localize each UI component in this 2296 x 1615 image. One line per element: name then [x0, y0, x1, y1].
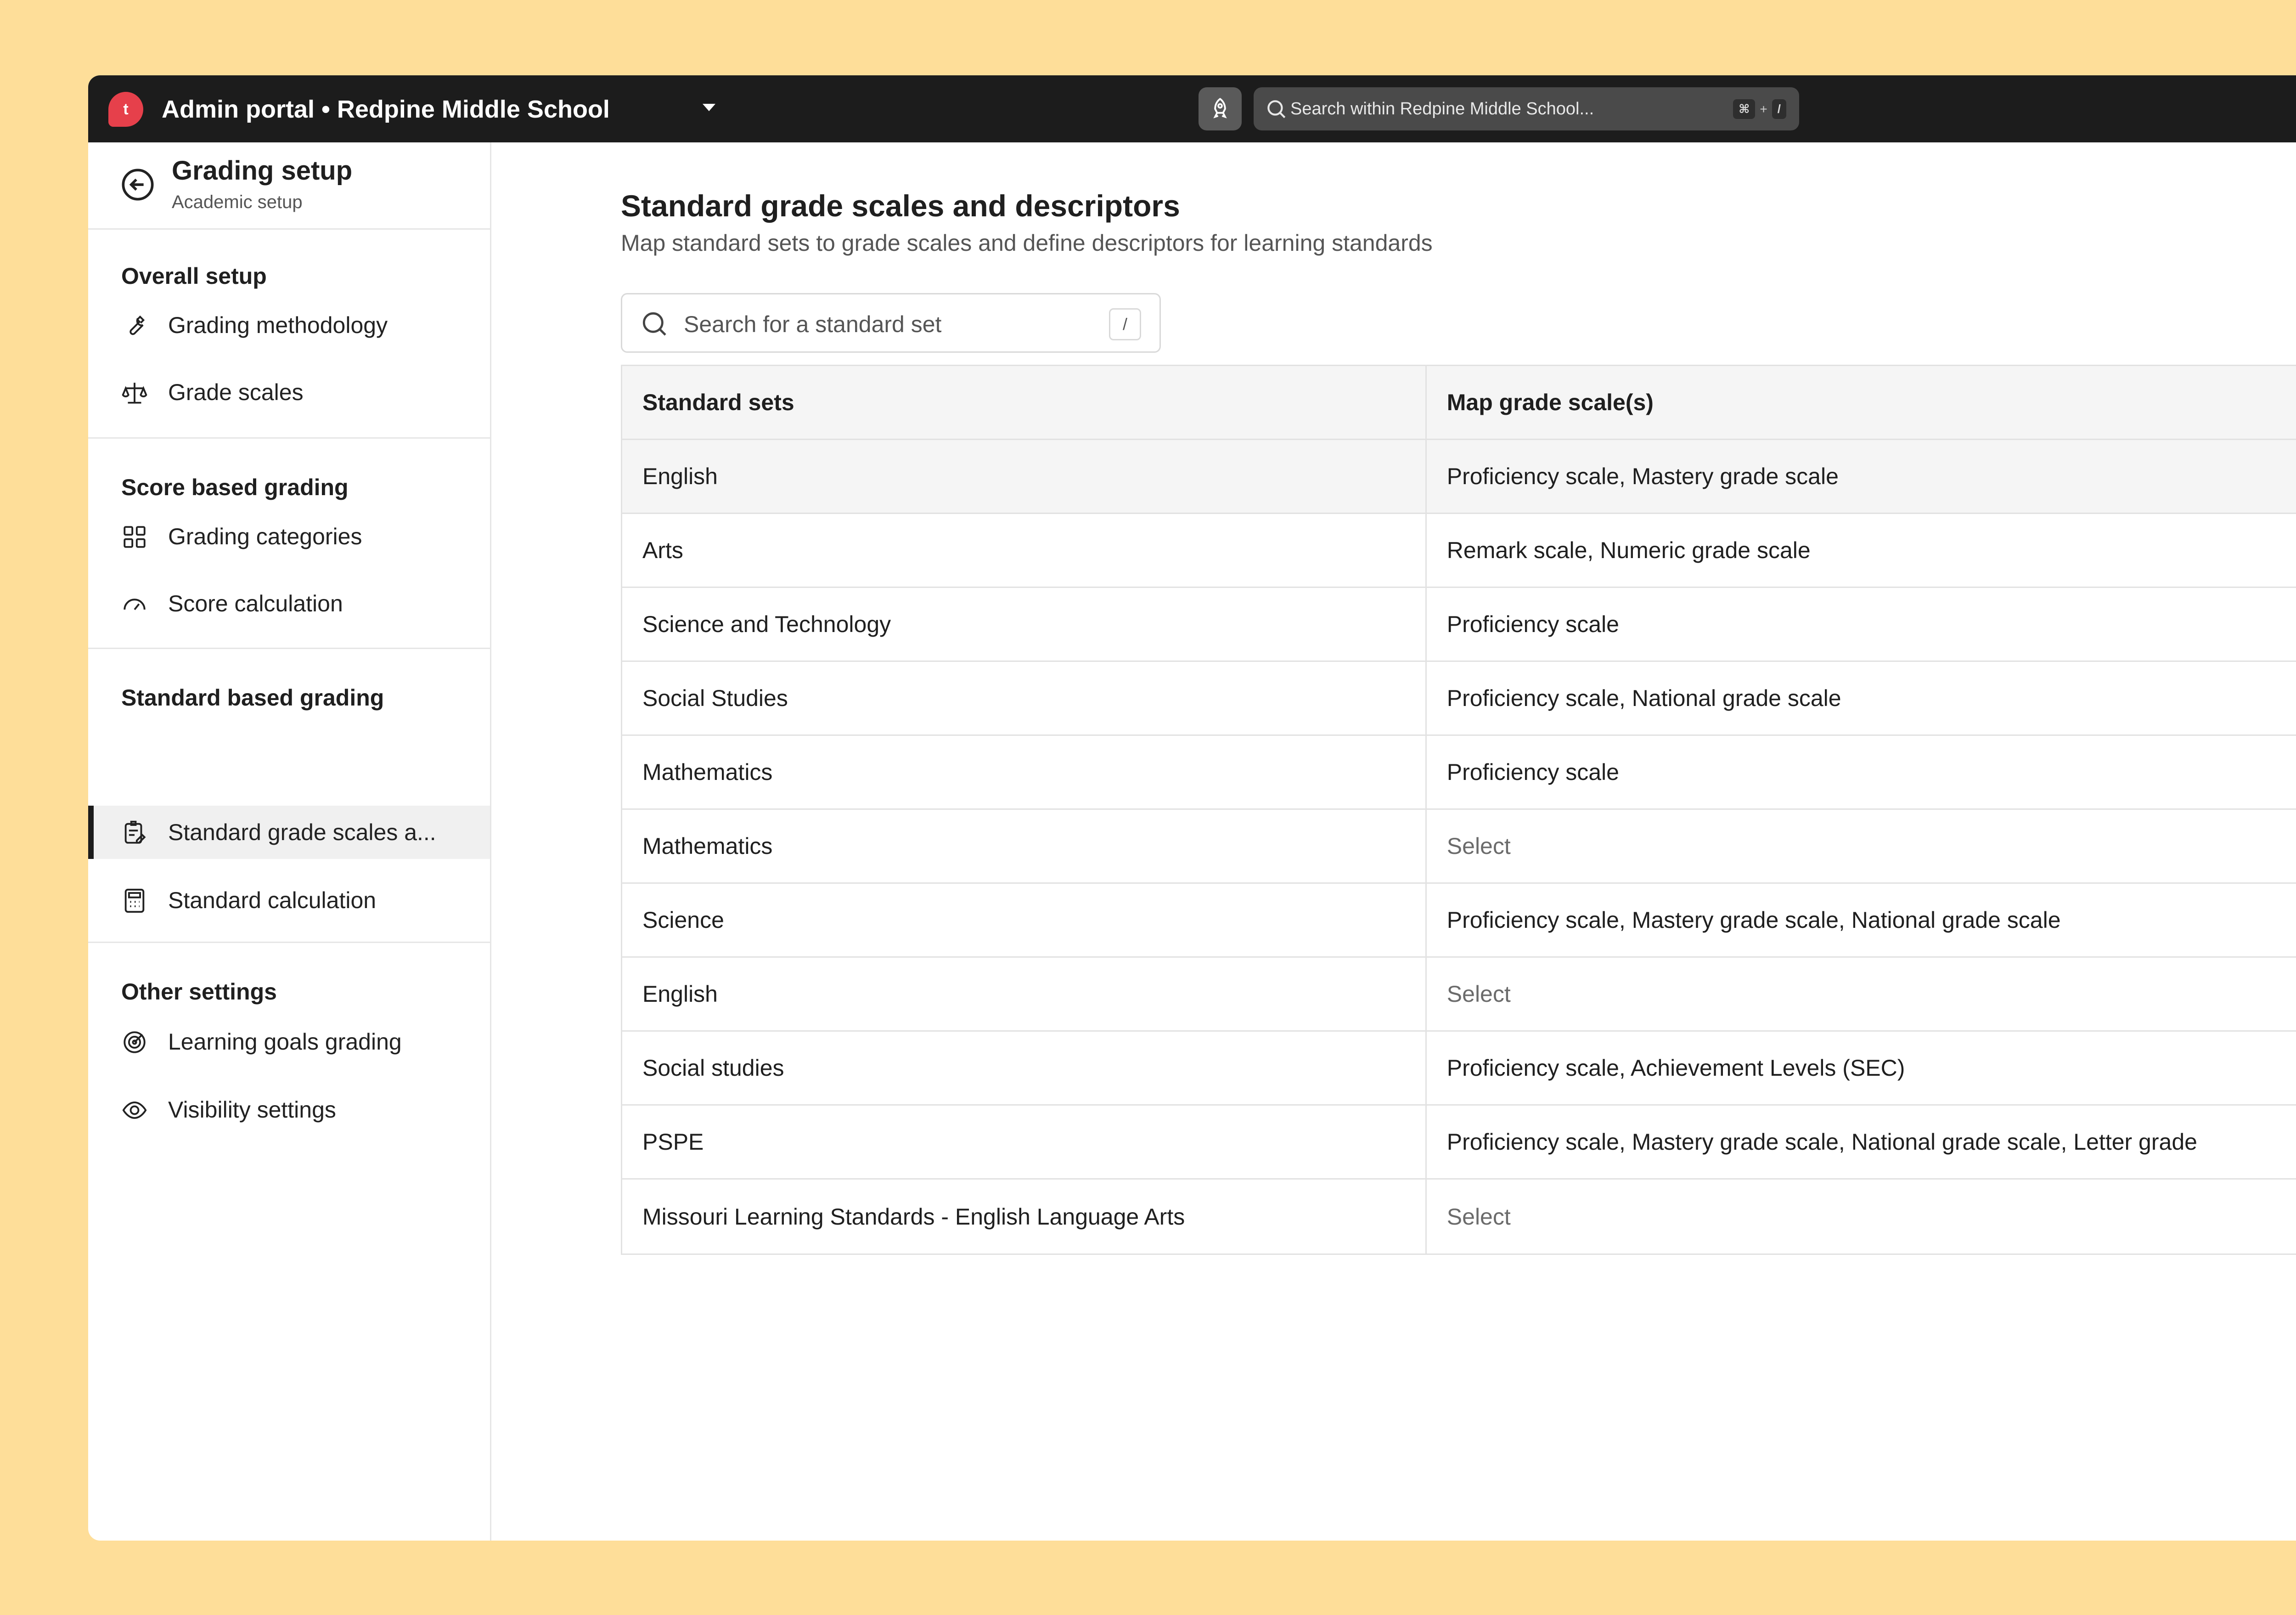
- section-title-standard-based-grading: Standard based grading: [121, 685, 384, 711]
- shortcut-plus: +: [1760, 102, 1767, 116]
- sidebar-divider: [88, 437, 490, 439]
- sidebar-item-label: Standard calculation: [168, 887, 377, 913]
- cell-standard-set: Mathematics: [622, 736, 1427, 808]
- table-row[interactable]: [622, 514, 2296, 588]
- sidebar-title: Grading setup: [172, 156, 353, 186]
- cell-standard-set: Social Studies: [622, 662, 1427, 734]
- cell-grade-scales[interactable]: [1427, 514, 2296, 587]
- table-row[interactable]: [622, 440, 2296, 514]
- sidebar-item-label: Grading methodology: [168, 312, 388, 338]
- sidebar-item-grade-scales[interactable]: [88, 366, 490, 419]
- sidebar-item-grading-methodology[interactable]: [88, 299, 490, 352]
- section-title-overall-setup: Overall setup: [121, 263, 267, 289]
- cell-standard-set: English: [622, 958, 1427, 1030]
- gauge-icon: [121, 591, 148, 617]
- sidebar-item-learning-goals-grading[interactable]: [88, 1015, 490, 1068]
- grade-scales-text: Proficiency scale: [1446, 759, 1619, 785]
- search-icon: [640, 309, 669, 339]
- shortcut-key-slash: /: [1772, 99, 1786, 119]
- grade-scales-text: Proficiency scale, Mastery grade scale: [1446, 463, 1839, 489]
- grade-scale-select[interactable]: [1427, 810, 2296, 882]
- sidebar-item-visibility-settings[interactable]: [88, 1083, 490, 1136]
- grade-scale-select[interactable]: [1427, 1180, 2296, 1254]
- standard-sets-table: [621, 365, 2296, 1255]
- cell-standard-set: Missouri Learning Standards - English Language Arts: [622, 1180, 1427, 1254]
- sidebar-divider: [88, 942, 490, 943]
- cell-standard-set: PSPE: [622, 1106, 1427, 1178]
- cell-standard-set: Social studies: [622, 1032, 1427, 1104]
- cell-standard-set: English: [622, 440, 1427, 513]
- sidebar-item-label: Visibility settings: [168, 1097, 336, 1123]
- sidebar-item-label: Standard grade scales a...: [168, 819, 436, 845]
- clipboard-edit-icon: [121, 819, 148, 846]
- rocket-button[interactable]: [1199, 87, 1242, 130]
- portal-switch-caret-icon[interactable]: [703, 104, 715, 111]
- page-title: Standard grade scales and descriptors: [621, 189, 1180, 223]
- cell-grade-scales[interactable]: [1427, 1032, 2296, 1104]
- search-icon: [1265, 97, 1288, 120]
- cell-grade-scales[interactable]: [1427, 1106, 2296, 1178]
- app-logo[interactable]: t: [108, 92, 143, 127]
- grade-scales-text: Select: [1446, 1203, 1511, 1230]
- sidebar-header: [88, 142, 490, 230]
- grade-scales-text: Proficiency scale, Mastery grade scale, National grade scale: [1446, 907, 2061, 933]
- cell-grade-scales[interactable]: [1427, 662, 2296, 734]
- rocket-icon: [1208, 97, 1232, 121]
- sidebar-subtitle: Academic setup: [172, 192, 303, 212]
- page-subtitle: Map standard sets to grade scales and define descriptors for learning standards: [621, 230, 1433, 256]
- sidebar-item-label: Grade scales: [168, 379, 304, 405]
- search-shortcut: [1733, 99, 1786, 119]
- standard-set-search-input[interactable]: [621, 293, 1161, 353]
- calculator-icon: [121, 887, 148, 914]
- shortcut-key-cmd: ⌘: [1733, 99, 1755, 119]
- eye-icon: [121, 1097, 148, 1124]
- cell-grade-scales[interactable]: [1427, 884, 2296, 956]
- main-content: [491, 142, 2296, 1541]
- global-search-bar[interactable]: [1254, 87, 1799, 130]
- table-row[interactable]: [622, 958, 2296, 1032]
- search-shortcut-key: /: [1109, 308, 1141, 340]
- column-header-map-grade-scales: Map grade scale(s): [1427, 366, 2296, 439]
- target-icon: [121, 1029, 148, 1056]
- back-arrow-icon[interactable]: [120, 167, 155, 202]
- sidebar-item-label: Score calculation: [168, 591, 343, 616]
- cell-grade-scales[interactable]: [1427, 588, 2296, 661]
- column-header-standard-sets: Standard sets: [622, 366, 1427, 439]
- cell-standard-set: Science: [622, 884, 1427, 956]
- grade-scales-text: Proficiency scale, National grade scale: [1446, 685, 1841, 711]
- cell-standard-set: Mathematics: [622, 810, 1427, 882]
- scales-icon: [121, 379, 148, 406]
- table-row[interactable]: [622, 1106, 2296, 1180]
- sidebar-item-label: Grading categories: [168, 524, 362, 549]
- grade-scales-text: Proficiency scale, Mastery grade scale, National grade scale, Letter grade: [1446, 1129, 2197, 1155]
- sidebar-item-standard-grade-scales-active[interactable]: [88, 806, 490, 859]
- table-row[interactable]: [622, 884, 2296, 958]
- table-row[interactable]: [622, 1180, 2296, 1254]
- grade-scales-text: Proficiency scale, Achievement Levels (SEC): [1446, 1055, 1905, 1081]
- section-title-other-settings: Other settings: [121, 979, 277, 1005]
- portal-title[interactable]: Admin portal • Redpine Middle School: [162, 96, 610, 123]
- grade-scales-text: Select: [1446, 833, 1511, 859]
- table-row[interactable]: [622, 1032, 2296, 1106]
- section-title-score-based-grading: Score based grading: [121, 474, 349, 500]
- table-row[interactable]: [622, 662, 2296, 736]
- sidebar-item-standard-calculation[interactable]: [88, 874, 490, 927]
- app-window: [88, 75, 2296, 1541]
- table-row[interactable]: [622, 810, 2296, 884]
- global-search-placeholder: Search within Redpine Middle School...: [1290, 99, 1594, 119]
- table-header-row: [622, 366, 2296, 440]
- grade-scales-text: Remark scale, Numeric grade scale: [1446, 537, 1811, 563]
- top-bar: [88, 75, 2296, 142]
- cell-standard-set: Science and Technology: [622, 588, 1427, 661]
- cell-grade-scales[interactable]: [1427, 440, 2296, 513]
- sidebar-divider: [88, 648, 490, 649]
- sidebar: [88, 142, 491, 1541]
- grade-scales-text: Proficiency scale: [1446, 611, 1619, 637]
- wrench-icon: [121, 312, 148, 339]
- search-placeholder: Search for a standard set: [684, 311, 942, 337]
- sidebar-item-label: Learning goals grading: [168, 1029, 402, 1055]
- cell-grade-scales[interactable]: [1427, 736, 2296, 808]
- table-row[interactable]: [622, 588, 2296, 662]
- grade-scales-text: Select: [1446, 981, 1511, 1007]
- grade-scale-select[interactable]: [1427, 958, 2296, 1030]
- sidebar-item-grading-categories[interactable]: [88, 510, 490, 563]
- cell-standard-set: Arts: [622, 514, 1427, 587]
- sidebar-item-score-calculation[interactable]: [88, 577, 490, 630]
- table-row[interactable]: [622, 736, 2296, 810]
- grid-icon: [121, 524, 148, 550]
